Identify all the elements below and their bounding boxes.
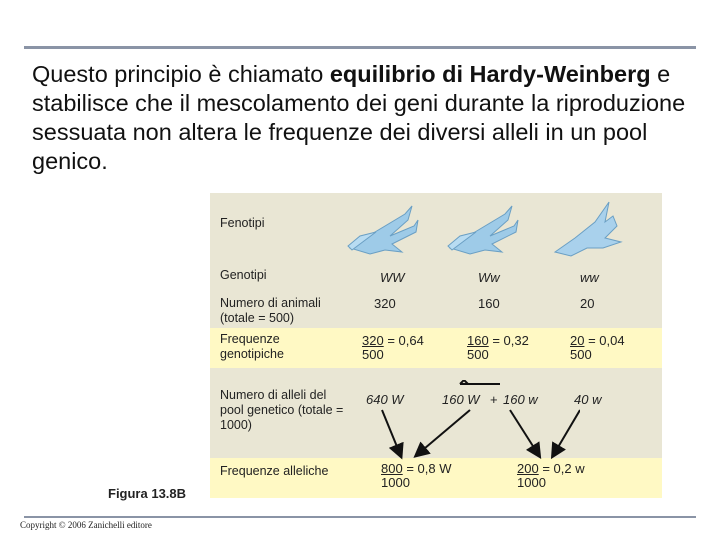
genotypes-label: Genotipi <box>220 268 267 282</box>
foot-ww-hetero-icon <box>448 206 518 254</box>
animal-count-ww-dominant: 320 <box>374 296 396 311</box>
allele-count-middle-recessive: 160 w <box>503 392 538 407</box>
genotype-frequency-ww-recessive: 20 = 0,04 500 <box>570 333 625 362</box>
genotype-frequency-label: Frequenze genotipiche <box>220 332 284 361</box>
genotype-ww-recessive: ww <box>580 270 599 285</box>
allele-count-recessive: 40 w <box>574 392 602 407</box>
top-divider <box>24 46 696 49</box>
arrow-hetero-to-w-icon <box>510 410 538 454</box>
allele-count-label: Numero di alleli del pool genetico (totale = 1000) <box>220 388 344 432</box>
genotype-ww-hetero: Ww <box>478 270 500 285</box>
copyright-notice: Copyright © 2006 Zanichelli editore <box>20 520 152 530</box>
webbed-feet-illustration <box>330 196 650 268</box>
allele-flow-arrows <box>360 380 580 462</box>
genotype-ww-dominant: WW <box>380 270 405 285</box>
allele-count-middle-dominant: 160 W <box>442 392 480 407</box>
arrow-recessive-to-w-icon <box>554 410 580 454</box>
allele-count-dominant: 640 W <box>366 392 404 407</box>
animal-count-ww-recessive: 20 <box>580 296 595 311</box>
intro-paragraph: Questo principio è chiamato equilibrio di Hardy-Weinberg e stabilisce che il mescolamento dei geni durante la riproduzione sessuata non altera le frequenze dei diversi alleli in un pool genico. <box>32 61 686 174</box>
hardy-weinberg-term: equilibrio di Hardy-Weinberg <box>329 61 651 87</box>
arrow-dominant-to-W-icon <box>382 410 400 454</box>
figure-caption: Figura 13.8B <box>108 486 187 501</box>
phenotypes-label: Fenotipi <box>220 216 265 230</box>
foot-ww-recessive-icon <box>555 202 621 256</box>
arrow-hetero-to-W-icon <box>418 410 470 454</box>
allele-frequency-recessive: 200 = 0,2 w 1000 <box>517 461 585 490</box>
animal-count-ww-hetero: 160 <box>478 296 500 311</box>
allele-frequency-dominant: 800 = 0,8 W 1000 <box>381 461 452 490</box>
genotype-frequency-ww-dominant: 320 = 0,64 500 <box>362 333 424 362</box>
foot-ww-dominant-icon <box>348 206 418 254</box>
allele-frequency-label: Frequenze alleliche <box>220 464 329 478</box>
genotype-frequency-ww-hetero: 160 = 0,32 500 <box>467 333 529 362</box>
animal-count-label: Numero di animali (totale = 500) <box>220 296 321 325</box>
bottom-divider <box>24 516 696 518</box>
allele-plus-sign: + <box>490 392 498 407</box>
